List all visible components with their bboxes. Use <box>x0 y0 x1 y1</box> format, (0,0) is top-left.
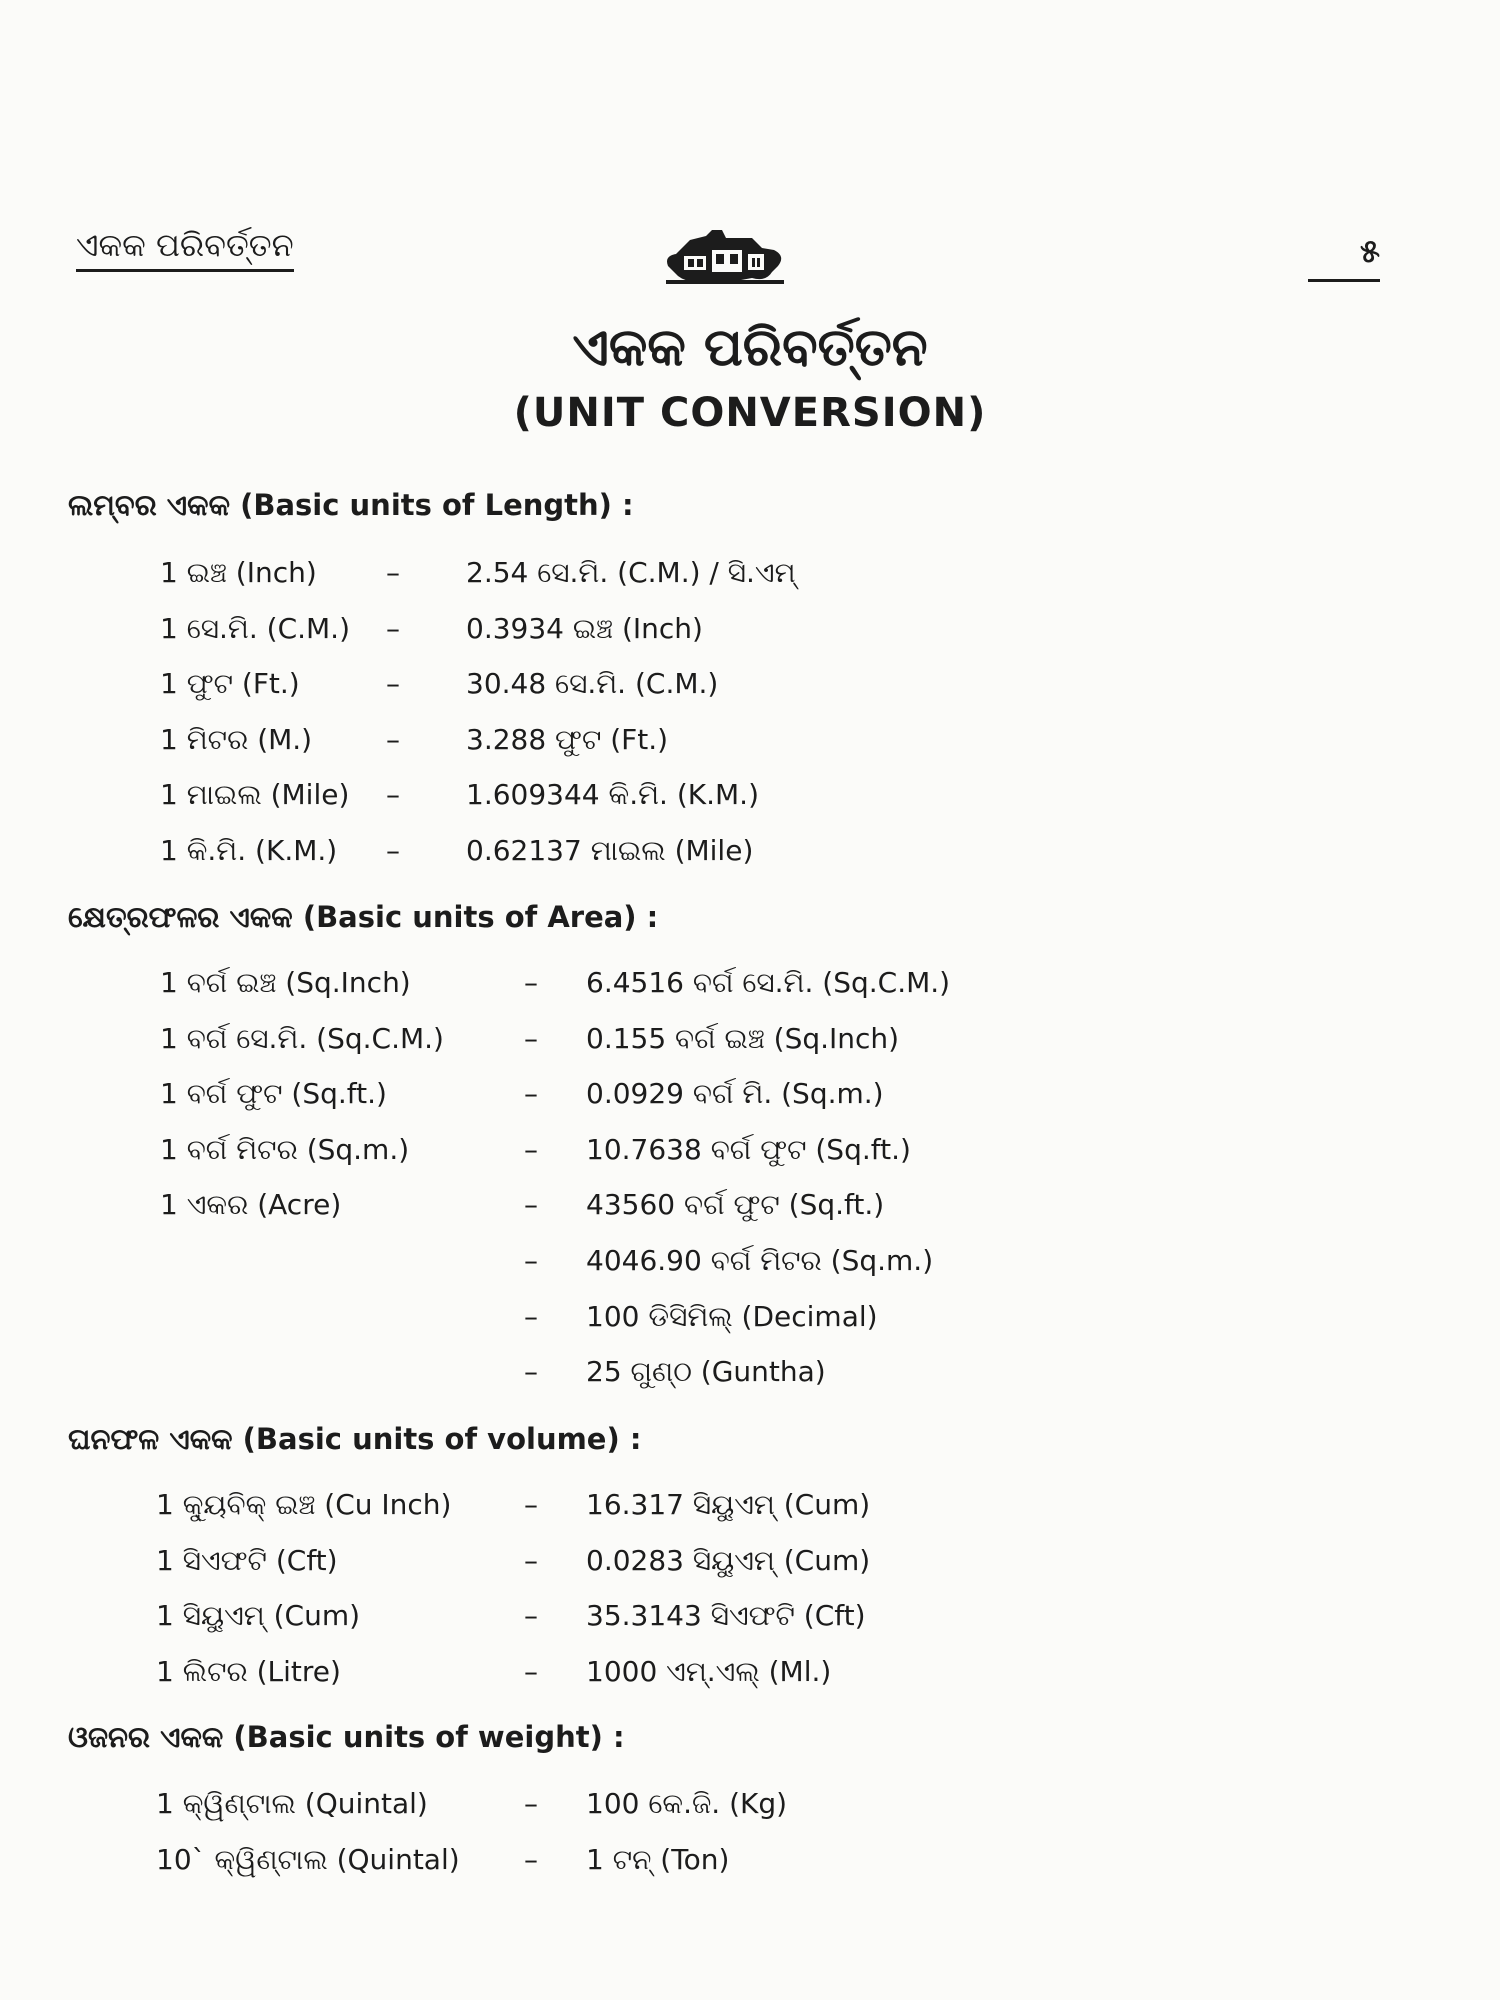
row-dash: – <box>524 1599 538 1632</box>
row-equivalent: 25 ଗୁଣ୍ଠ (Guntha) <box>586 1355 826 1388</box>
section-title-length: ଲମ୍ବର ଏକକ (Basic units of Length) : <box>68 488 634 522</box>
row-dash: – <box>524 1133 538 1166</box>
row-source-unit: 1 ବର୍ଗ ମିଟର (Sq.m.) <box>160 1133 410 1166</box>
row-source-unit: 1 ସିୟୁଏମ୍ (Cum) <box>156 1599 361 1632</box>
row-source-unit: 1 ସେ.ମି. (C.M.) <box>160 612 351 645</box>
row-dash: – <box>524 1244 538 1277</box>
row-source-unit: 1 ବର୍ଗ ଫୁଟ (Sq.ft.) <box>160 1077 387 1110</box>
row-equivalent: 6.4516 ବର୍ଗ ସେ.ମି. (Sq.C.M.) <box>586 966 951 999</box>
page-number: ୫ <box>1308 232 1380 282</box>
row-equivalent: 1 ଟନ୍ (Ton) <box>586 1843 730 1876</box>
section-title-weight: ଓଜନର ଏକକ (Basic units of weight) : <box>68 1720 625 1754</box>
row-source-unit: 1 ମିଟର (M.) <box>160 723 313 756</box>
row-equivalent: 0.62137 ମାଇଲ (Mile) <box>466 834 754 867</box>
row-dash: – <box>524 1488 538 1521</box>
row-equivalent: 1000 ଏମ୍.ଏଲ୍ (Ml.) <box>586 1655 832 1688</box>
running-head: ଏକକ ପରିବର୍ତ୍ତନ <box>76 226 294 272</box>
row-dash: – <box>524 1544 538 1577</box>
row-dash: – <box>386 612 400 645</box>
row-source-unit: 1 ଫୁଟ (Ft.) <box>160 667 300 700</box>
section-title-area: କ୍ଷେତ୍ରଫଳର ଏକକ (Basic units of Area) : <box>68 900 659 934</box>
row-source-unit: 1 କି.ମି. (K.M.) <box>160 834 338 867</box>
row-dash: – <box>524 1355 538 1388</box>
row-equivalent: 3.288 ଫୁଟ (Ft.) <box>466 723 669 756</box>
row-dash: – <box>524 1300 538 1333</box>
house-emblem-icon <box>660 226 790 292</box>
page-title-english: (UNIT CONVERSION) <box>513 390 987 436</box>
row-equivalent: 16.317 ସିୟୁଏମ୍ (Cum) <box>586 1488 871 1521</box>
row-equivalent: 100 ଡିସିମିଲ୍ (Decimal) <box>586 1300 878 1333</box>
row-equivalent: 10.7638 ବର୍ଗ ଫୁଟ (Sq.ft.) <box>586 1133 911 1166</box>
row-source-unit: 1 ଏକର (Acre) <box>160 1188 342 1221</box>
row-dash: – <box>386 723 400 756</box>
row-equivalent: 0.155 ବର୍ଗ ଇଞ୍ଚ (Sq.Inch) <box>586 1022 900 1055</box>
row-equivalent: 2.54 ସେ.ମି. (C.M.) / ସି.ଏମ୍ <box>466 556 796 589</box>
row-source-unit: 1 ସିଏଫଟି (Cft) <box>156 1544 338 1577</box>
row-source-unit: 10` କ୍ୱିଣ୍ଟାଲ (Quintal) <box>156 1843 460 1876</box>
row-dash: – <box>524 1077 538 1110</box>
section-title-volume: ଘନଫଳ ଏକକ (Basic units of volume) : <box>68 1422 642 1456</box>
row-source-unit: 1 ଲିଟର (Litre) <box>156 1655 341 1688</box>
row-equivalent: 43560 ବର୍ଗ ଫୁଟ (Sq.ft.) <box>586 1188 885 1221</box>
row-dash: – <box>524 1843 538 1876</box>
page-title-odia: ଏକକ ପରିବର୍ତ୍ତନ <box>572 318 928 378</box>
row-dash: – <box>386 667 400 700</box>
row-dash: – <box>524 966 538 999</box>
row-dash: – <box>386 556 400 589</box>
row-source-unit: 1 ବର୍ଗ ସେ.ମି. (Sq.C.M.) <box>160 1022 444 1055</box>
row-dash: – <box>386 778 400 811</box>
row-dash: – <box>386 834 400 867</box>
row-equivalent: 0.0929 ବର୍ଗ ମି. (Sq.m.) <box>586 1077 884 1110</box>
row-dash: – <box>524 1188 538 1221</box>
row-source-unit: 1 ଇଞ୍ଚ (Inch) <box>160 556 317 589</box>
row-equivalent: 100 କେ.ଜି. (Kg) <box>586 1787 788 1820</box>
row-dash: – <box>524 1655 538 1688</box>
row-source-unit: 1 ମାଇଲ (Mile) <box>160 778 350 811</box>
row-dash: – <box>524 1022 538 1055</box>
row-equivalent: 0.3934 ଇଞ୍ଚ (Inch) <box>466 612 703 645</box>
row-source-unit: 1 କ୍ୟୁବିକ୍ ଇଞ୍ଚ (Cu Inch) <box>156 1488 452 1521</box>
row-equivalent: 30.48 ସେ.ମି. (C.M.) <box>466 667 719 700</box>
row-equivalent: 4046.90 ବର୍ଗ ମିଟର (Sq.m.) <box>586 1244 934 1277</box>
row-equivalent: 0.0283 ସିୟୁଏମ୍ (Cum) <box>586 1544 871 1577</box>
row-equivalent: 1.609344 କି.ମି. (K.M.) <box>466 778 760 811</box>
row-source-unit: 1 ବର୍ଗ ଇଞ୍ଚ (Sq.Inch) <box>160 966 411 999</box>
row-source-unit: 1 କ୍ୱିଣ୍ଟାଲ (Quintal) <box>156 1787 428 1820</box>
row-dash: – <box>524 1787 538 1820</box>
row-equivalent: 35.3143 ସିଏଫଟି (Cft) <box>586 1599 866 1632</box>
